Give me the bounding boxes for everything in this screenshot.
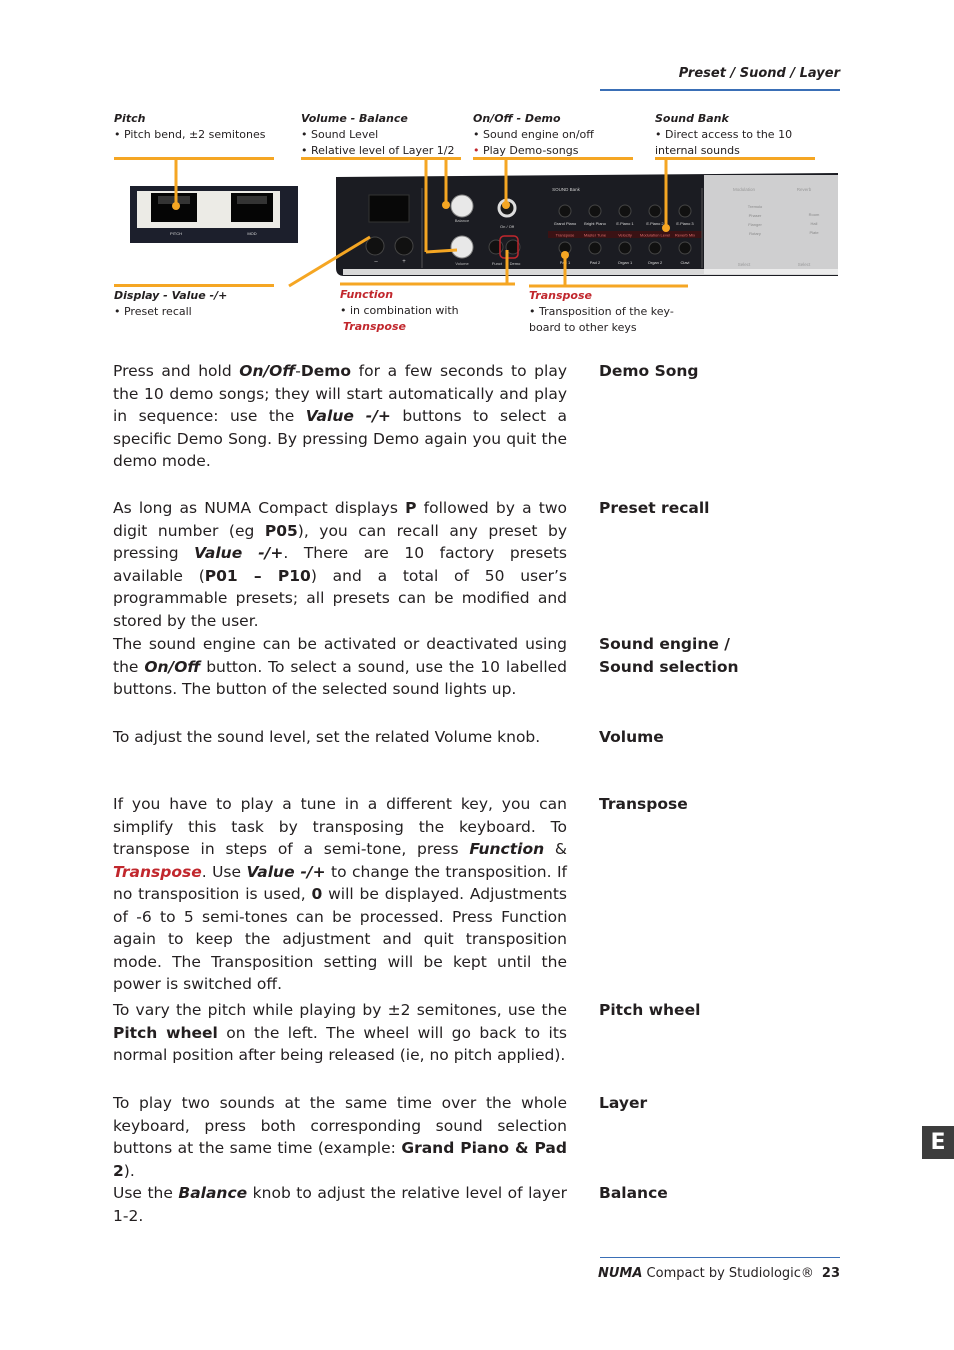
sound-label-top: Bright Piano xyxy=(584,221,606,226)
callout-onoff-bullet: • xyxy=(473,144,480,157)
sound-button-top xyxy=(649,205,661,217)
reverb-item: Hall xyxy=(810,221,818,226)
sound-button-bottom xyxy=(589,242,601,254)
callout-pitch-line1: • Pitch bend, ±2 semitones xyxy=(114,128,266,141)
paragraph-layer: To play two sounds at the same time over the whole keyboard, press both corresponding sound selection buttons at the same time (example: Grand Piano & Pad 2). xyxy=(113,1094,567,1180)
callout-transpose-line1: • Transposition of the key- xyxy=(529,305,674,318)
control-panel-illustration xyxy=(0,0,954,290)
function-strip-label: Modulation Level xyxy=(639,232,671,238)
function-strip-label: Master Tune xyxy=(583,232,607,238)
callout-display-line1: • Preset recall xyxy=(114,305,192,318)
modulation-select-label: Select xyxy=(737,262,751,267)
balance-label: Balance xyxy=(454,218,470,223)
modulation-item: Rotary xyxy=(749,231,761,236)
value-minus-label: – xyxy=(374,259,378,265)
function-strip-label: Transpose xyxy=(555,232,575,238)
heading-pitch-wheel: Pitch wheel xyxy=(599,1001,701,1019)
callout-function-line2: Transpose xyxy=(343,320,406,333)
modulation-item: Flanger xyxy=(748,222,762,227)
heading-transpose: Transpose xyxy=(599,795,688,813)
page-number: 23 xyxy=(821,1266,840,1281)
callout-soundbank-line1: • Direct access to the 10 xyxy=(655,128,793,141)
sound-label-bottom: Pad 1 xyxy=(559,260,571,265)
callout-soundbank-title: Sound Bank xyxy=(655,112,729,125)
sound-label-bottom: Clavi xyxy=(680,260,690,265)
sound-button-top xyxy=(589,205,601,217)
sound-button-top xyxy=(679,205,691,217)
callout-volume-line2: • Relative level of Layer 1/2 xyxy=(301,144,455,157)
callout-onoff-title: On/Off - Demo xyxy=(473,112,561,125)
paragraph-engine: The sound engine can be activated or deactivated using the On/Off button. To select a sound, use the 10 labelled buttons. The button of the selected sound lights up. xyxy=(113,635,568,698)
callout-soundbank-line2: internal sounds xyxy=(655,144,740,157)
callout-display-rule xyxy=(114,284,274,287)
paragraph-transpose: If you have to play a tune in a different key, you can simplify this task by transposing the keyboard. To transpose in steps of a semi-tone, press Function & Transpose. Use Value -/+ to change the transposition. If no transposition is used, 0 will be displayed. Adjustments of -6 to 5 semi-tones can be processed. Press Function again to keep the adjustment and quit transposition mode. The Transposition setting will be kept until the power is switched off. xyxy=(113,795,568,993)
footer-brand: NUMA xyxy=(597,1266,643,1281)
modulation-item: Tremolo xyxy=(747,204,763,209)
callout-function xyxy=(340,287,459,335)
paragraph-demo: Press and hold On/Off-Demo for a few seconds to play the 10 demo songs; they will start automatically and play in sequence: use the Value -/+ buttons to select a specific Demo Song. By pressing Demo again you quit the demo mode. xyxy=(113,362,568,470)
heading-volume: Volume xyxy=(599,728,664,746)
callout-onoff-line1: • Sound engine on/off xyxy=(473,128,594,141)
callout-display-title: Display - Value -/+ xyxy=(114,289,228,302)
heading-sound-engine: Sound engine / Sound selection xyxy=(599,635,739,676)
volume-knob xyxy=(451,236,473,258)
function-button xyxy=(489,240,503,254)
reverb-select-label: Select xyxy=(797,262,811,267)
sound-label-bottom: Organ 2 xyxy=(647,260,663,265)
function-strip-label: Velocity xyxy=(618,232,632,238)
sound-label-top: E.Piano 2 xyxy=(646,221,664,226)
heading-preset-recall: Preset recall xyxy=(599,499,710,517)
sound-label-bottom: Pad 2 xyxy=(589,260,601,265)
footer-text: Compact by Studiologic® xyxy=(642,1266,814,1281)
value-minus-button xyxy=(366,237,384,255)
value-plus-label: + xyxy=(402,259,406,265)
reverb-label: Reverb xyxy=(796,187,812,192)
callout-pitch-title: Pitch xyxy=(114,112,146,125)
reverb-item: Plate xyxy=(809,230,819,235)
sound-button-bottom xyxy=(649,242,661,254)
panel-faded-section xyxy=(704,175,838,274)
heading-layer: Layer xyxy=(599,1094,648,1112)
panel-display xyxy=(369,195,409,222)
balance-knob xyxy=(451,195,473,217)
footer-rule xyxy=(600,1257,840,1258)
sound-label-top: Grand Piano xyxy=(553,221,577,226)
paragraph-balance: Use the Balance knob to adjust the relative level of layer 1-2. xyxy=(113,1184,568,1225)
callout-function-line1: • in combination with xyxy=(340,304,459,317)
mod-wheel-label: MOD xyxy=(247,231,257,236)
modulation-item: Phaser xyxy=(748,213,762,218)
function-label: Funct xyxy=(491,261,503,266)
sound-label-bottom: Organ 1 xyxy=(617,260,633,265)
paragraph-pitch: To vary the pitch while playing by ±2 semitones, use the Pitch wheel on the left. The wheel will go back to its normal position after being released (ie, no pitch applied). xyxy=(113,1001,567,1064)
sound-bank-label: SOUND Bank xyxy=(552,187,580,192)
callout-volume-line1: • Sound Level xyxy=(301,128,379,141)
page-header-title: Preset / Suond / Layer xyxy=(678,66,840,81)
callout-onoff-line2: Play Demo-songs xyxy=(479,144,579,157)
heading-balance: Balance xyxy=(599,1184,668,1202)
demo-label: Demo xyxy=(509,261,521,266)
callout-display xyxy=(114,288,227,320)
callout-function-title: Function xyxy=(340,288,394,301)
paragraph-preset: As long as NUMA Compact displays P followed by a two digit number (eg P05), you can recall any preset by pressing Value -/+. There are 10 factory presets available (P01 – P10) and a total of 50 user’s programmable presets; all presets can be modified and stored by the user. xyxy=(113,499,568,630)
function-strip-label: Reverb Mix xyxy=(674,232,696,238)
sound-label-top: E.Piano 1 xyxy=(616,221,634,226)
footer xyxy=(598,1266,840,1281)
value-plus-button xyxy=(395,237,413,255)
sound-button-top xyxy=(559,205,571,217)
reverb-item: Room xyxy=(808,212,820,217)
callout-transpose xyxy=(529,288,674,336)
section-tab: E xyxy=(922,1126,954,1159)
callout-transpose-title: Transpose xyxy=(529,289,592,302)
paragraph-volume: To adjust the sound level, set the related Volume knob. xyxy=(113,728,541,746)
sound-button-bottom xyxy=(619,242,631,254)
callout-transpose-line2: board to other keys xyxy=(529,321,637,334)
sound-button-top xyxy=(619,205,631,217)
pitch-wheel-label: PITCH xyxy=(170,231,182,236)
volume-label: Volume xyxy=(455,261,469,266)
sound-button-bottom xyxy=(679,242,691,254)
heading-demo-song: Demo Song xyxy=(599,362,699,380)
modulation-label: Modulation xyxy=(732,187,756,192)
sound-label-top: E.Piano 3 xyxy=(676,221,694,226)
callout-volume-title: Volume - Balance xyxy=(301,112,408,125)
onoff-label: On / Off xyxy=(500,224,514,229)
